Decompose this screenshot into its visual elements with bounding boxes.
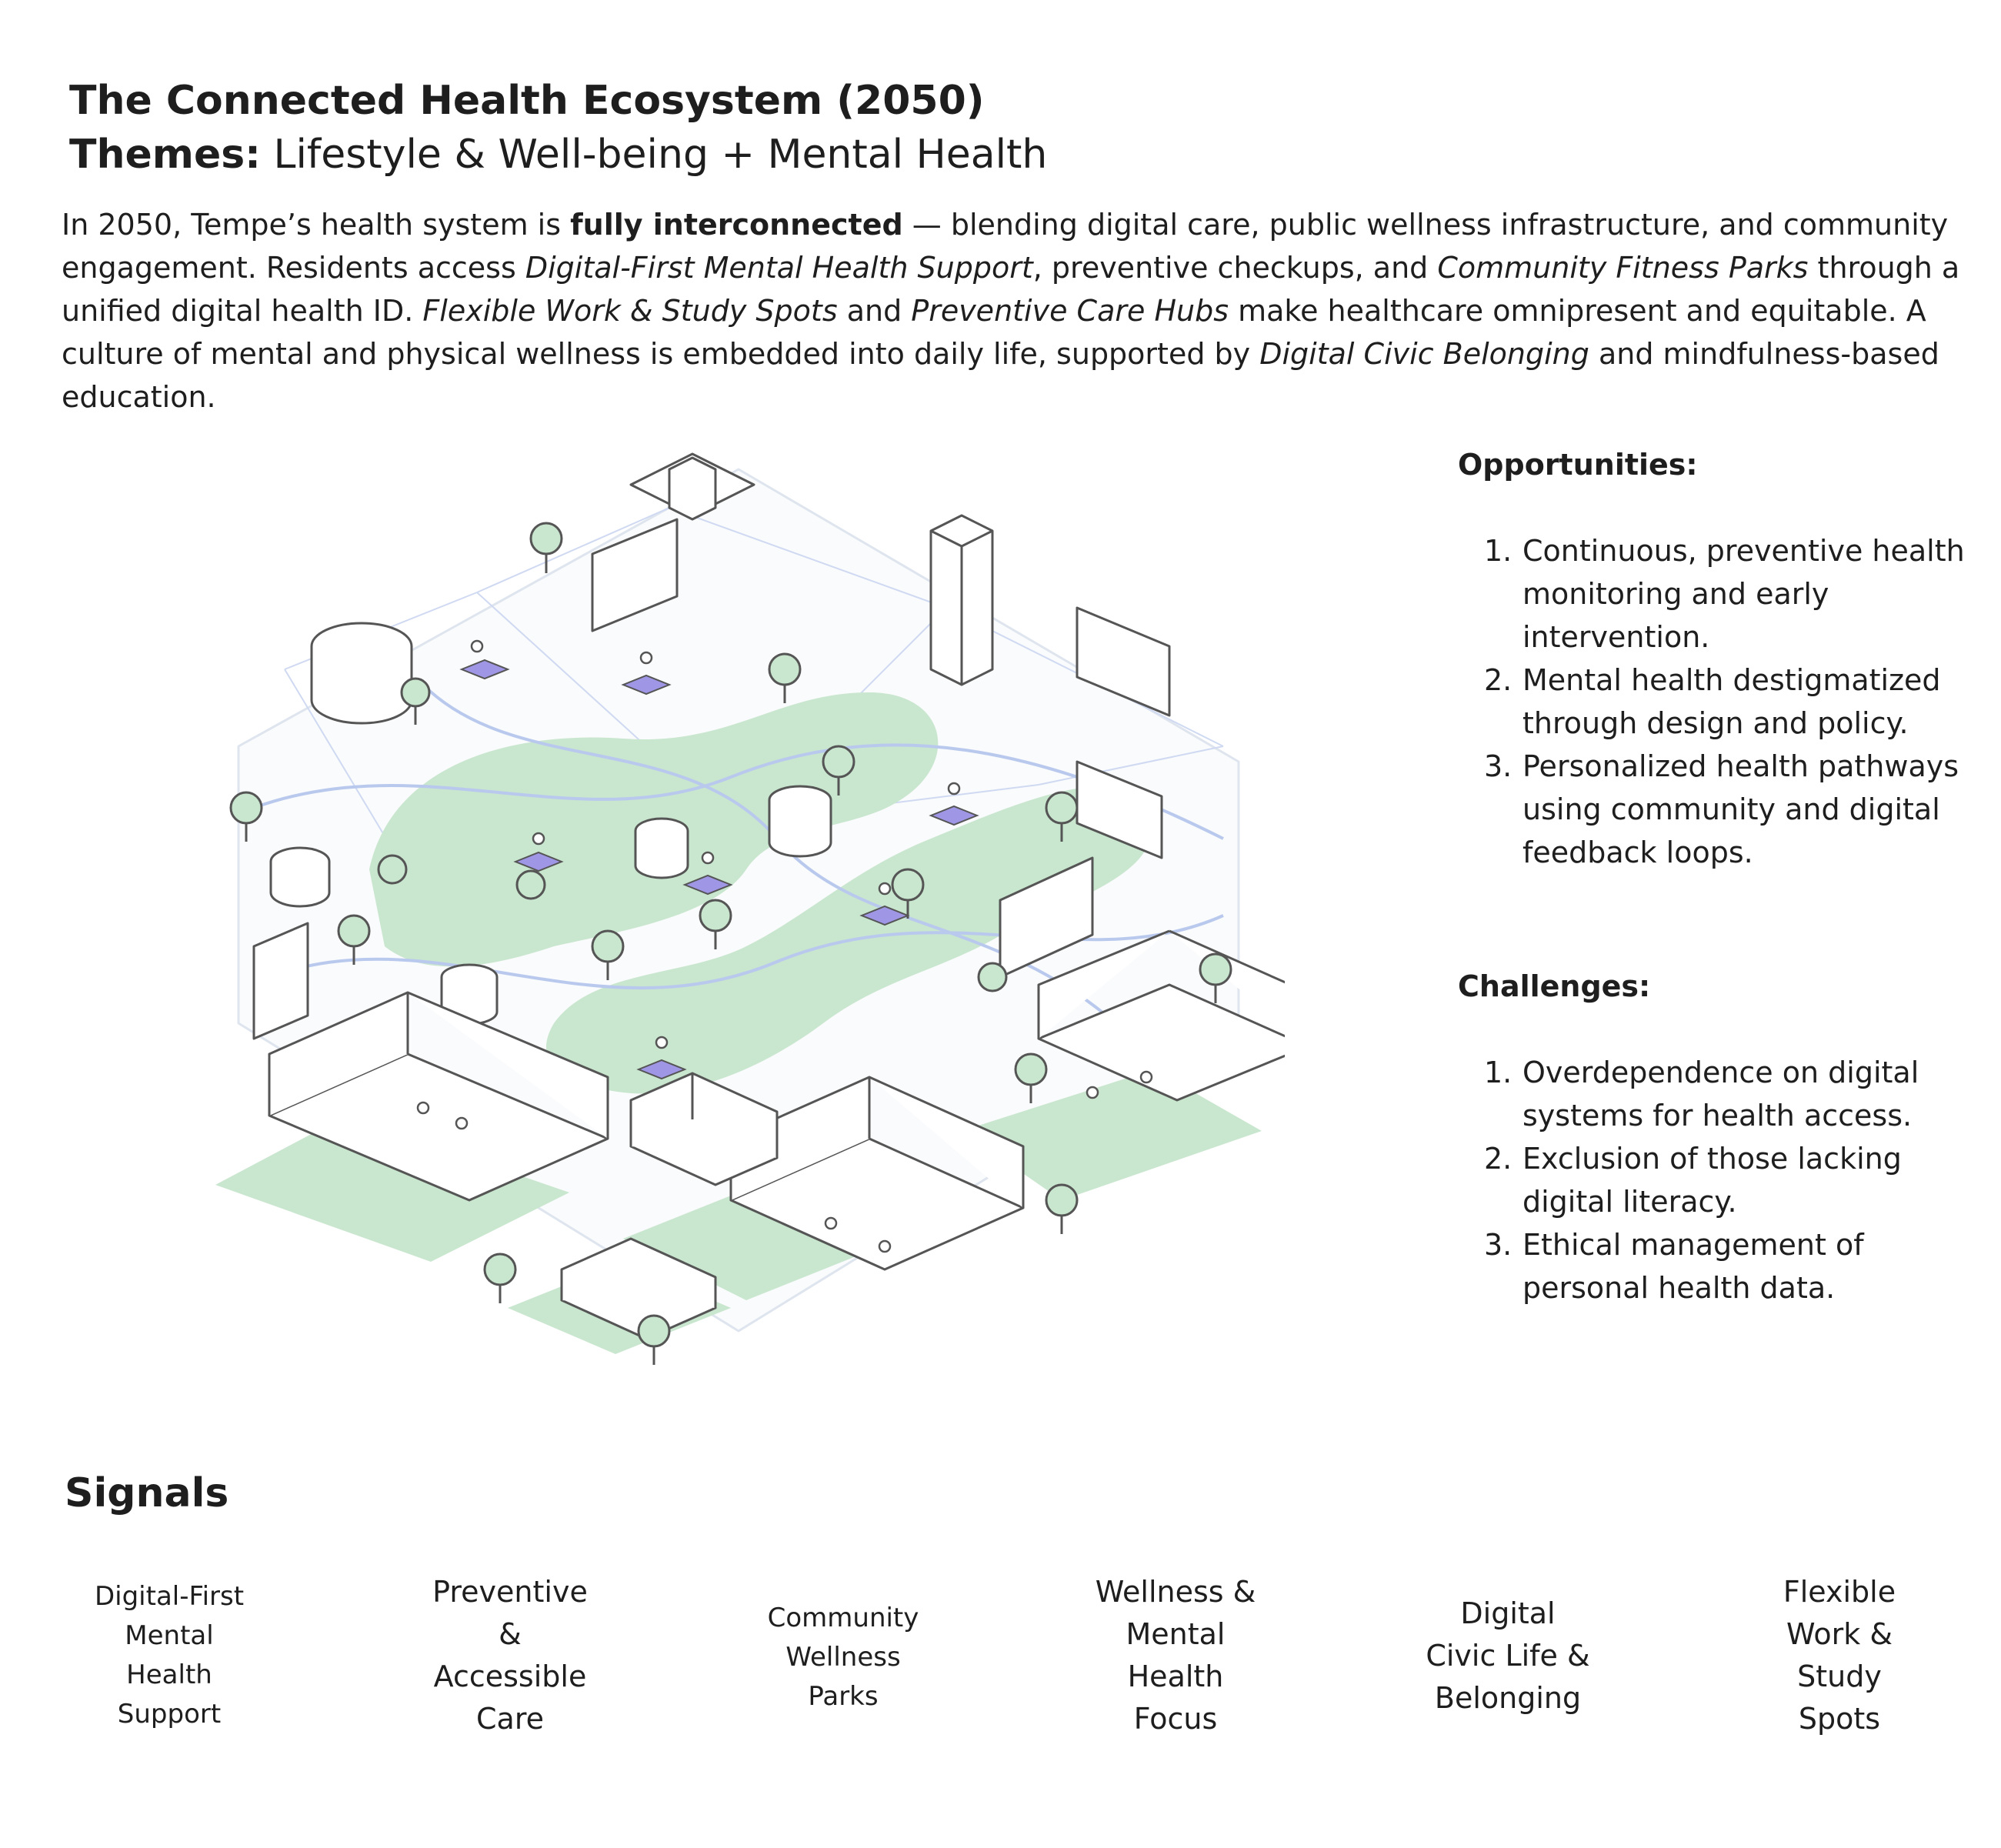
list-item bbox=[1458, 529, 1966, 659]
signals-heading: Signals bbox=[65, 1470, 229, 1516]
list-item-text: Personalized health pathways using community and digital feedback loops. bbox=[1522, 749, 1959, 869]
opportunities-heading: Opportunities: bbox=[1458, 448, 1698, 482]
list-item bbox=[1458, 1051, 1966, 1137]
list-item-text: Ethical management of personal health data. bbox=[1522, 1228, 1864, 1305]
intro-text-2: — blending digital care, public wellness infrastructure, and community engagement. Residents access bbox=[62, 208, 1949, 285]
intro-text-1: In 2050, Tempe’s health system is bbox=[62, 208, 571, 242]
intro-italic-4: Preventive Care Hubs bbox=[911, 294, 1229, 328]
list-item-text: Continuous, preventive health monitoring and early intervention. bbox=[1522, 534, 1965, 654]
opportunities-section bbox=[1458, 443, 1966, 874]
signal-digital-civic-life: Digital Civic Life & Belonging bbox=[1426, 1596, 1590, 1715]
list-item-number: 3. bbox=[1484, 749, 1512, 783]
page-title: The Connected Health Ecosystem (2050) bbox=[69, 78, 985, 124]
intro-text-7: and mindfulness-based education. bbox=[62, 337, 1939, 414]
intro-italic-3: Flexible Work & Study Spots bbox=[422, 294, 838, 328]
list-item-text: Overdependence on digital systems for health access. bbox=[1522, 1056, 1919, 1132]
challenges-heading: Challenges: bbox=[1458, 969, 1651, 1003]
list-item-number: 2. bbox=[1484, 663, 1512, 697]
list-item bbox=[1458, 659, 1966, 745]
challenges-section bbox=[1458, 965, 1966, 1309]
themes-line bbox=[69, 128, 1047, 182]
signal-community-wellness-parks: Community Wellness Parks bbox=[767, 1603, 919, 1712]
intro-italic-5: Digital Civic Belonging bbox=[1259, 337, 1589, 371]
signal-flexible-work-study: Flexible Work & Study Spots bbox=[1783, 1575, 1896, 1736]
signal-digital-first-mental-health: Digital-First Mental Health Support bbox=[94, 1581, 245, 1730]
themes-label: Themes: bbox=[69, 132, 261, 178]
intro-paragraph bbox=[62, 203, 1962, 419]
intro-text-3: , preventive checkups, and bbox=[1032, 251, 1438, 285]
list-item bbox=[1458, 745, 1966, 874]
intro-italic-1: Digital-First Mental Health Support bbox=[525, 251, 1033, 285]
signal-wellness-mental-health-focus: Wellness & Mental Health Focus bbox=[1095, 1575, 1256, 1736]
list-item-number: 2. bbox=[1484, 1142, 1512, 1176]
list-item bbox=[1458, 1137, 1966, 1223]
opportunities-list bbox=[1458, 529, 1966, 874]
themes-value: Lifestyle & Well-being + Mental Health bbox=[260, 132, 1048, 178]
list-item-text: Mental health destigmatized through design and policy. bbox=[1522, 663, 1941, 740]
list-item-number: 1. bbox=[1484, 534, 1512, 568]
intro-text-5: and bbox=[837, 294, 912, 328]
challenges-list bbox=[1458, 1051, 1966, 1309]
list-item-number: 1. bbox=[1484, 1056, 1512, 1089]
intro-bold-1: fully interconnected bbox=[570, 208, 903, 242]
intro-text-6: make healthcare omnipresent and equitable. A culture of mental and physical wellness is embedded into daily life, supported by bbox=[62, 294, 1926, 371]
list-item-number: 3. bbox=[1484, 1228, 1512, 1262]
isometric-city-illustration bbox=[192, 439, 1285, 1393]
signal-preventive-accessible-care: Preventive & Accessible Care bbox=[432, 1575, 588, 1736]
intro-text-4: through a unified digital health ID. bbox=[62, 251, 1960, 328]
list-item-text: Exclusion of those lacking digital literacy. bbox=[1522, 1142, 1902, 1219]
intro-italic-2: Community Fitness Parks bbox=[1437, 251, 1809, 285]
list-item bbox=[1458, 1223, 1966, 1309]
